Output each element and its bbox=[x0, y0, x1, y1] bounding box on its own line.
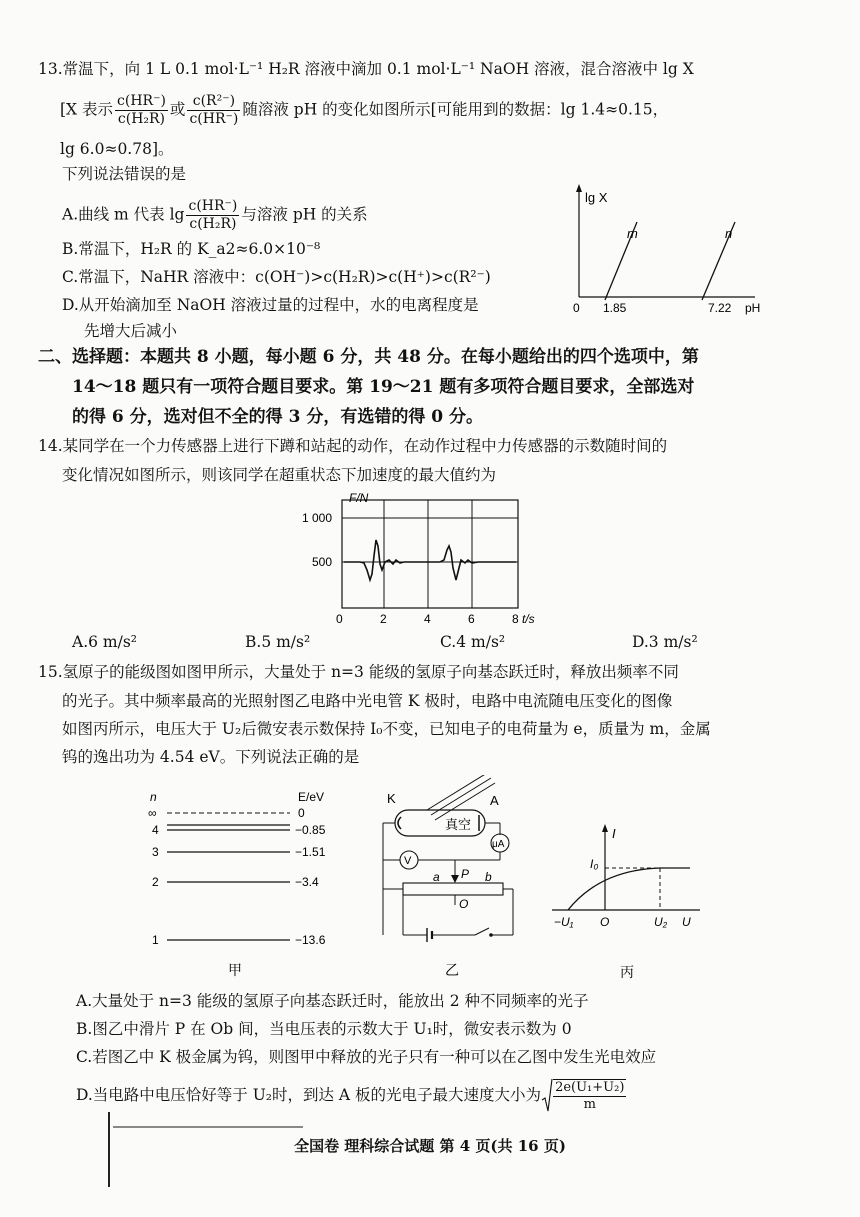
q14-y500: 500 bbox=[312, 555, 333, 569]
q13-option-d-cont: 先增大后减小 bbox=[84, 322, 178, 340]
q14-option-d: D.3 m/s² bbox=[632, 633, 698, 651]
q14-line1: 14.某同学在一个力传感器上进行下蹲和站起的动作，在动作过程中力传感器的示数随时间的 bbox=[38, 437, 668, 455]
circuit-vacuum-label: 真空 bbox=[445, 817, 472, 832]
q13-option-a-num: c(HR⁻) bbox=[188, 198, 238, 214]
q13-y-arrow bbox=[576, 184, 582, 192]
q14-xlabel: t/s bbox=[522, 612, 535, 626]
iv-caption: 丙 bbox=[620, 964, 634, 980]
q13-stem: 下列说法错误的是 bbox=[62, 165, 187, 183]
q14-x8: 8 bbox=[512, 612, 519, 626]
cathode-k bbox=[398, 817, 401, 829]
energy-caption: 甲 bbox=[228, 962, 242, 978]
circuit-k-label: K bbox=[387, 791, 396, 806]
q13-frac2-num: c(R²⁻) bbox=[187, 93, 240, 111]
q13-frac2-den: c(HR⁻) bbox=[189, 110, 239, 127]
q14-x2: 2 bbox=[380, 612, 387, 626]
q13-option-a-frac bbox=[186, 198, 239, 233]
q14-option-a: A.6 m/s² bbox=[72, 633, 137, 651]
section2-line3: 的得 6 分，选对但不全的得 3 分，有选错的得 0 分。 bbox=[72, 407, 483, 427]
q15-option-c: C.若图乙中 K 极金属为钨，则图甲中释放的光子只有一种可以在乙图中发生光电效应 bbox=[76, 1048, 657, 1066]
rheostat bbox=[403, 883, 503, 895]
q13-m-label: m bbox=[627, 226, 638, 241]
q15-option-b: B.图乙中滑片 P 在 Ob 间，当电压表的示数大于 U₁时，微安表示数为 0 bbox=[76, 1020, 572, 1038]
q15-option-d-frac bbox=[553, 1079, 626, 1112]
energy-n-4: 4 bbox=[152, 823, 159, 837]
iv-o-label: O bbox=[600, 915, 610, 929]
q15-option-a: A.大量处于 n=3 能级的氢原子向基态跃迁时，能放出 2 种不同频率的光子 bbox=[76, 992, 589, 1010]
phototube bbox=[395, 810, 485, 836]
iv-curve bbox=[568, 868, 690, 910]
q14-x6: 6 bbox=[468, 612, 475, 626]
energy-e-inf: 0 bbox=[298, 806, 305, 820]
light-ray-3 bbox=[427, 775, 487, 810]
energy-n-2: 2 bbox=[152, 875, 159, 889]
circuit-o-point: O bbox=[459, 897, 469, 911]
iv-i-label: I bbox=[612, 826, 616, 841]
iv-i0-label: I₀ bbox=[590, 857, 599, 871]
energy-n-label: n bbox=[150, 790, 157, 804]
q15-option-d-sqrt bbox=[541, 1078, 626, 1114]
q14-x0: 0 bbox=[336, 612, 343, 626]
q14-ylabel: F/N bbox=[349, 491, 369, 505]
slider-p bbox=[451, 875, 459, 883]
q13-option-a-prefix: A.曲线 m 代表 lg bbox=[62, 205, 185, 224]
circuit-a-point: a bbox=[433, 870, 440, 884]
q15-option-d-den: m bbox=[583, 1097, 596, 1112]
q13-line3: lg 6.0≈0.78]。 bbox=[60, 140, 174, 158]
light-ray-1 bbox=[435, 783, 495, 820]
q13-option-a-den: c(H₂R) bbox=[189, 215, 237, 232]
circuit-caption: 乙 bbox=[445, 962, 459, 978]
q15-option-d-prefix: D.当电路中电压恰好等于 U₂时，到达 A 板的光电子最大速度大小为 bbox=[76, 1086, 542, 1104]
q13-lgx-graph bbox=[565, 182, 780, 317]
circuit-b-point: b bbox=[485, 870, 492, 884]
switch bbox=[475, 928, 489, 935]
q13-x-185: 1.85 bbox=[603, 301, 627, 315]
iv-u2-label: U₂ bbox=[654, 915, 668, 929]
q13-line2-suffix: 随溶液 pH 的变化如图所示[可能用到的数据：lg 1.4≈0.15， bbox=[242, 100, 669, 119]
q14-force-graph bbox=[292, 488, 542, 628]
energy-n-3: 3 bbox=[152, 845, 159, 859]
q15-line3: 如图丙所示，电压大于 U₂后微安表示数保持 I₀不变，已知电子的电荷量为 e，质量为 m，金属 bbox=[62, 720, 711, 738]
q14-y1000: 1 000 bbox=[302, 511, 333, 525]
section2-line1: 二、选择题：本题共 8 小题，每小题 6 分，共 48 分。在每小题给出的四个选项中，第 bbox=[38, 347, 699, 367]
q14-graph-frame bbox=[342, 500, 518, 608]
q13-line2-or: 或 bbox=[169, 100, 186, 119]
energy-e-label: E/eV bbox=[298, 790, 325, 804]
q13-option-d: D.从开始滴加至 NaOH 溶液过量的过程中，水的电离程度是 bbox=[62, 296, 479, 314]
circuit-a-label: A bbox=[490, 793, 499, 808]
q13-line2 bbox=[60, 93, 668, 128]
iv-u1-label: −U₁ bbox=[554, 915, 574, 929]
q13-xlabel: pH bbox=[745, 301, 761, 315]
sqrt-sign bbox=[541, 1078, 553, 1114]
q15-iv-graph bbox=[550, 820, 710, 985]
q13-option-b: B.常温下，H₂R 的 K_a2≈6.0×10⁻⁸ bbox=[62, 240, 321, 258]
q13-x-722: 7.22 bbox=[708, 301, 732, 315]
energy-e-3: −1.51 bbox=[295, 845, 326, 859]
q14-force-curve bbox=[344, 540, 516, 580]
iv-y-arrow bbox=[602, 824, 608, 832]
q15-line4: 钨的逸出功为 4.54 eV。下列说法正确的是 bbox=[62, 748, 360, 766]
q15-option-d-num: 2e(U₁+U₂) bbox=[555, 1080, 625, 1096]
q15-circuit-diagram bbox=[375, 775, 535, 985]
energy-e-1: −13.6 bbox=[295, 933, 326, 947]
q13-frac1-den: c(H₂R) bbox=[117, 110, 166, 127]
q14-x4: 4 bbox=[424, 612, 431, 626]
circuit-p-label: P bbox=[461, 867, 470, 881]
footer-rule bbox=[113, 1126, 303, 1128]
q13-origin: 0 bbox=[573, 301, 580, 315]
q13-option-a bbox=[62, 198, 368, 233]
q15-energy-diagram bbox=[140, 785, 360, 985]
q13-frac1-num: c(HR⁻) bbox=[117, 93, 166, 109]
q13-option-a-suffix: 与溶液 pH 的关系 bbox=[241, 205, 368, 224]
q14-option-b: B.5 m/s² bbox=[245, 633, 311, 651]
q13-frac1 bbox=[115, 93, 168, 128]
energy-e-4: −0.85 bbox=[295, 823, 326, 837]
energy-n-1: 1 bbox=[152, 933, 159, 947]
q15-line1: 15.氢原子的能级图如图甲所示，大量处于 n=3 能级的氢原子向基态跃迁时，释放出频率不同 bbox=[38, 663, 679, 681]
circuit-ua-label: μA bbox=[492, 839, 505, 850]
q14-option-c: C.4 m/s² bbox=[440, 633, 506, 651]
q13-n-label: n bbox=[725, 226, 733, 241]
q13-frac2 bbox=[187, 93, 240, 128]
q14-line2: 变化情况如图所示，则该同学在超重状态下加速度的最大值约为 bbox=[62, 466, 497, 484]
q13-line2-prefix: [X 表示 bbox=[60, 100, 114, 119]
energy-n-inf: ∞ bbox=[148, 806, 157, 820]
q13-line1: 13.常温下，向 1 L 0.1 mol·L⁻¹ H₂R 溶液中滴加 0.1 mol·L⁻¹ NaOH 溶液，混合溶液中 lg X bbox=[38, 60, 694, 78]
iv-u-label: U bbox=[682, 915, 691, 929]
q13-option-c: C.常温下，NaHR 溶液中：c(OH⁻)>c(H₂R)>c(H⁺)>c(R²⁻) bbox=[62, 268, 491, 286]
q15-line2: 的光子。其中频率最高的光照射图乙电路中光电管 K 极时，电路中电流随电压变化的图像 bbox=[62, 692, 673, 710]
circuit-v-label: V bbox=[404, 855, 412, 867]
q13-ylabel: lg X bbox=[585, 190, 608, 205]
q15-option-d bbox=[76, 1078, 626, 1114]
energy-e-2: −3.4 bbox=[295, 875, 319, 889]
section2-line2: 14～18 题只有一项符合题目要求。第 19～21 题有多项符合题目要求，全部选对 bbox=[72, 377, 695, 397]
page-footer: 全国卷 理科综合试题 第 4 页(共 16 页) bbox=[294, 1137, 566, 1155]
